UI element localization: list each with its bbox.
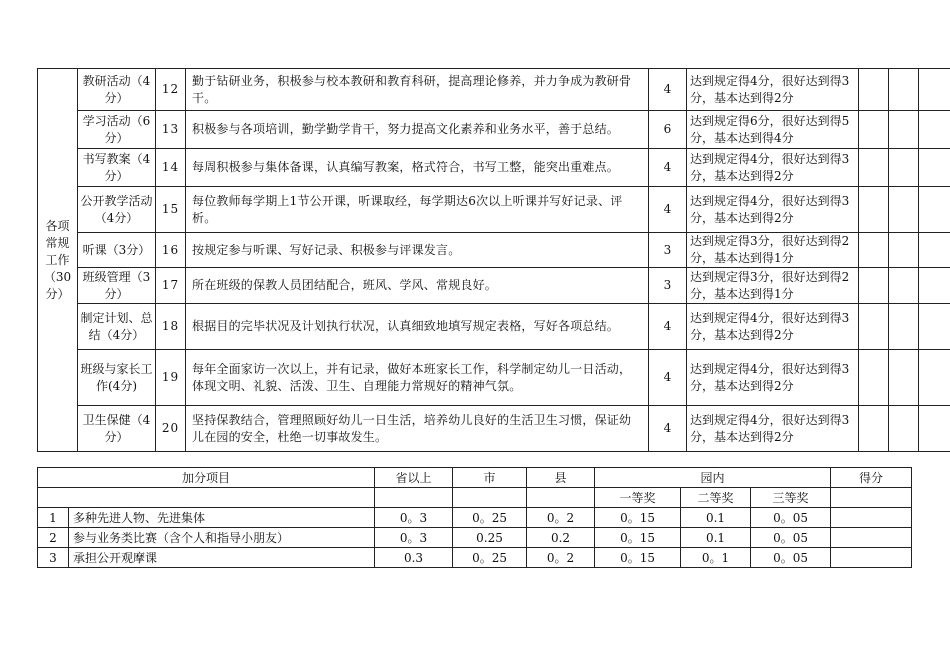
- item-number: 12: [156, 69, 186, 111]
- blank-cell: [889, 406, 919, 452]
- bonus-table: [37, 467, 912, 568]
- table-row: [38, 406, 950, 452]
- item-score: 3: [649, 233, 687, 268]
- county-header: 县: [527, 468, 595, 488]
- second-prize-score: 0。1: [681, 548, 751, 568]
- bonus-item: 参与业务类比赛（含个人和指导小朋友）: [69, 528, 375, 548]
- bonus-no: 1: [38, 508, 69, 528]
- item-score: 6: [649, 111, 687, 149]
- item-name: 书写教案（4分）: [78, 149, 156, 187]
- table-row: [38, 350, 950, 406]
- item-name: 听课（3分）: [78, 233, 156, 268]
- item-name: 卫生保健（4分）: [78, 406, 156, 452]
- item-name: 制定计划、总结（4分）: [78, 304, 156, 350]
- bonus-row: [38, 508, 912, 528]
- table-row: [38, 111, 950, 149]
- blank-cell: [919, 233, 950, 268]
- item-score: 4: [649, 350, 687, 406]
- bonus-item: 承担公开观摩课: [69, 548, 375, 568]
- blank-cell: [889, 149, 919, 187]
- blank-cell: [859, 268, 889, 304]
- blank-cell: [831, 548, 912, 568]
- table-row: [38, 268, 950, 304]
- blank-cell: [889, 304, 919, 350]
- blank-cell: [919, 69, 950, 111]
- table-row: [38, 304, 950, 350]
- blank-cell: [831, 528, 912, 548]
- blank-cell: [859, 111, 889, 149]
- province-header: 省以上: [375, 468, 453, 488]
- item-number: 19: [156, 350, 186, 406]
- blank-cell: [859, 350, 889, 406]
- item-content: 按规定参与听课、写好记录、积极参与评课发言。: [186, 233, 649, 268]
- county-score: 0。2: [527, 508, 595, 528]
- blank-cell: [38, 488, 375, 508]
- third-prize-score: 0。05: [751, 528, 831, 548]
- item-content: 根据目的完毕状况及计划执行状况，认真细致地填写规定表格，写好各项总结。: [186, 304, 649, 350]
- blank-cell: [375, 488, 453, 508]
- bonus-no: 2: [38, 528, 69, 548]
- item-number: 20: [156, 406, 186, 452]
- bonus-no: 3: [38, 548, 69, 568]
- item-score: 4: [649, 149, 687, 187]
- item-content: 积极参与各项培训，勤学勤学肯干，努力提高文化素养和业务水平，善于总结。: [186, 111, 649, 149]
- blank-cell: [859, 149, 889, 187]
- blank-cell: [831, 488, 912, 508]
- item-score: 4: [649, 69, 687, 111]
- blank-cell: [889, 350, 919, 406]
- blank-cell: [859, 187, 889, 233]
- third-prize-score: 0。05: [751, 508, 831, 528]
- bonus-row: [38, 548, 912, 568]
- item-score: 4: [649, 406, 687, 452]
- item-content: 所在班级的保教人员团结配合，班风、学风、常规良好。: [186, 268, 649, 304]
- first-prize-score: 0。15: [595, 528, 681, 548]
- evaluation-table: [37, 68, 950, 452]
- first-prize-header: 一等奖: [595, 488, 681, 508]
- item-name: 班级管理（3分）: [78, 268, 156, 304]
- item-content: 每周积极参与集体备课，认真编写教案，格式符合，书写工整，能突出重难点。: [186, 149, 649, 187]
- scoring-standard: 达到规定得3分，很好达到得2分，基本达到得1分: [687, 268, 859, 304]
- blank-cell: [889, 111, 919, 149]
- scoring-standard: 达到规定得4分，很好达到得3分，基本达到得2分: [687, 406, 859, 452]
- kindergarten-header: 园内: [595, 468, 831, 488]
- item-number: 14: [156, 149, 186, 187]
- bonus-row: [38, 528, 912, 548]
- scoring-standard: 达到规定得4分，很好达到得3分，基本达到得2分: [687, 149, 859, 187]
- blank-cell: [831, 508, 912, 528]
- blank-cell: [919, 350, 950, 406]
- item-number: 17: [156, 268, 186, 304]
- item-name: 教研活动（4分）: [78, 69, 156, 111]
- item-content: 每年全面家访一次以上，并有记录，做好本班家长工作，科学制定幼儿一日活动，体现文明、礼貌、活泼、卫生、自理能力常规好的精神气氛。: [186, 350, 649, 406]
- county-score: 0.2: [527, 528, 595, 548]
- blank-cell: [859, 406, 889, 452]
- blank-cell: [859, 233, 889, 268]
- blank-cell: [889, 69, 919, 111]
- blank-cell: [889, 187, 919, 233]
- city-score: 0。25: [453, 508, 527, 528]
- item-score: 3: [649, 268, 687, 304]
- bonus-item: 多种先进人物、先进集体: [69, 508, 375, 528]
- scoring-standard: 达到规定得4分，很好达到得3分，基本达到得2分: [687, 304, 859, 350]
- item-number: 16: [156, 233, 186, 268]
- scoring-standard: 达到规定得3分，很好达到得2分，基本达到得1分: [687, 233, 859, 268]
- bonus-item-header: 加分项目: [38, 468, 375, 488]
- table-row: [38, 187, 950, 233]
- category-label: 各项常规工作（30分）: [38, 69, 78, 452]
- city-header: 市: [453, 468, 527, 488]
- blank-cell: [889, 233, 919, 268]
- item-score: 4: [649, 304, 687, 350]
- item-content: 每位教师每学期上1节公开课，听课取经，每学期达6次以上听课并写好记录、评析。: [186, 187, 649, 233]
- blank-cell: [889, 268, 919, 304]
- scoring-standard: 达到规定得4分，很好达到得3分，基本达到得2分: [687, 69, 859, 111]
- scoring-standard: 达到规定得6分，很好达到得5分，基本达到得4分: [687, 111, 859, 149]
- blank-cell: [919, 304, 950, 350]
- blank-cell: [859, 69, 889, 111]
- item-number: 13: [156, 111, 186, 149]
- city-score: 0.25: [453, 528, 527, 548]
- scoring-standard: 达到规定得4分，很好达到得3分，基本达到得2分: [687, 187, 859, 233]
- blank-cell: [527, 488, 595, 508]
- second-prize-score: 0.1: [681, 508, 751, 528]
- blank-cell: [919, 406, 950, 452]
- item-content: 勤于钻研业务，积极参与校本教研和教育科研，提高理论修养，并力争成为教研骨干。: [186, 69, 649, 111]
- blank-cell: [859, 304, 889, 350]
- table-row: [38, 233, 950, 268]
- table-row: [38, 69, 950, 111]
- scoring-standard: 达到规定得4分，很好达到得3分，基本达到得2分: [687, 350, 859, 406]
- blank-cell: [919, 268, 950, 304]
- item-content: 坚持保教结合，管理照顾好幼儿一日生活，培养幼儿良好的生活卫生习惯，保证幼儿在园的安全，杜绝一切事故发生。: [186, 406, 649, 452]
- item-score: 4: [649, 187, 687, 233]
- third-prize-header: 三等奖: [751, 488, 831, 508]
- blank-cell: [919, 111, 950, 149]
- blank-cell: [453, 488, 527, 508]
- province-score: 0.3: [375, 548, 453, 568]
- item-name: 班级与家长工作(4分): [78, 350, 156, 406]
- item-number: 18: [156, 304, 186, 350]
- city-score: 0。25: [453, 548, 527, 568]
- third-prize-score: 0。05: [751, 548, 831, 568]
- table-row: [38, 149, 950, 187]
- blank-cell: [919, 187, 950, 233]
- province-score: 0。3: [375, 508, 453, 528]
- second-prize-score: 0.1: [681, 528, 751, 548]
- second-prize-header: 二等奖: [681, 488, 751, 508]
- blank-cell: [919, 149, 950, 187]
- item-name: 公开教学活动（4分）: [78, 187, 156, 233]
- item-number: 15: [156, 187, 186, 233]
- first-prize-score: 0。15: [595, 508, 681, 528]
- first-prize-score: 0。15: [595, 548, 681, 568]
- province-score: 0。3: [375, 528, 453, 548]
- county-score: 0。2: [527, 548, 595, 568]
- score-header: 得分: [831, 468, 912, 488]
- item-name: 学习活动（6分）: [78, 111, 156, 149]
